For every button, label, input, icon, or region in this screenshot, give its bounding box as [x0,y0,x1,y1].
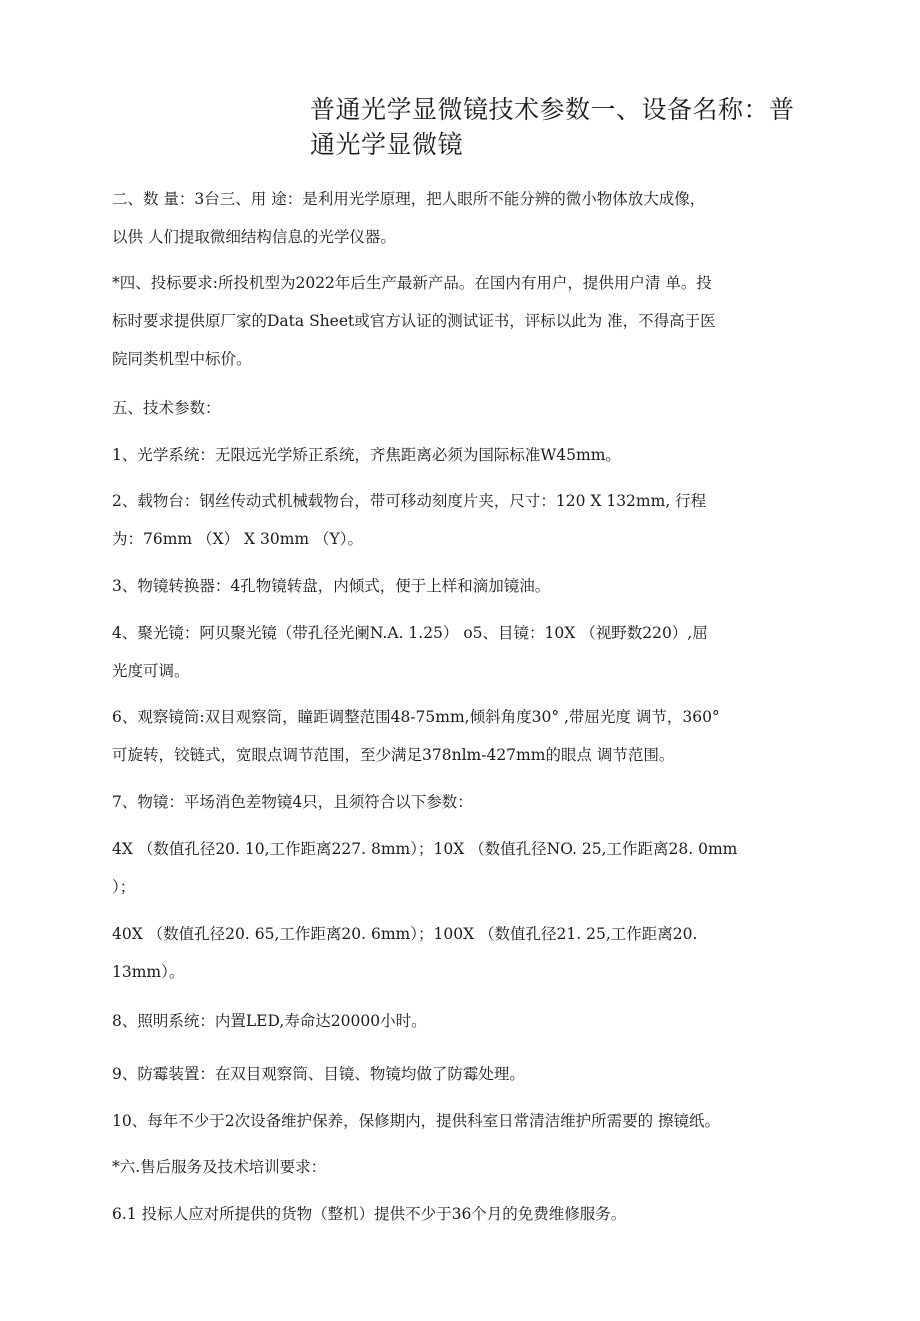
param-maintenance [112,1102,828,1140]
text-line: *六.售后服务及技术培训要求： [112,1158,327,1176]
document-title [310,92,810,162]
param-condenser-eyepiece [112,614,828,690]
param-optical-system [112,436,828,474]
text-line: 7、物镜：平场消色差物镜4只，且须符合以下参数： [112,793,473,811]
param-objectives-4x-10x [112,830,828,906]
param-nosepiece [112,567,828,605]
text-line: 标时要求提供原厂家的Data Sheet或官方认证的测试证书，评标以此为 准，不得高于医 [112,312,716,330]
text-line: 10、每年不少于2次设备维护保养，保修期内，提供科室日常清洁维护所需要的 擦镜纸。 [112,1112,721,1130]
text-line: 二、数 量：3台三、用 途：是利用光学原理，把人眼所不能分辨的微小物体放大成像， [112,190,706,208]
text-line: ）； [112,878,136,896]
section-heading-tech-params [112,389,828,427]
text-line: 9、防霉装置：在双目观察筒、目镜、物镜均做了防霉处理。 [112,1065,525,1083]
param-objectives-40x-100x [112,915,828,991]
text-line: 2、载物台：钢丝传动式机械载物台，带可移动刻度片夹，尺寸：120 X 132mm, 行程 [112,492,707,510]
text-line: 8、照明系统：内置LED,寿命达20000小时。 [112,1012,427,1030]
param-objectives [112,783,828,821]
text-line: 1、光学系统：无限远光学矫正系统，齐焦距离必须为国际标准W45mm。 [112,446,621,464]
text-line: 4X （数值孔径20. 10,工作距离227. 8mm）；10X （数值孔径NO. 25,工作距离28. 0mm [112,840,738,858]
text-line: *四、投标要求:所投机型为2022年后生产最新产品。在国内有用户，提供用户清 单。投 [112,274,712,292]
param-stage [112,482,828,558]
text-line: 五、技术参数： [112,399,221,417]
text-line: 40X （数值孔径20. 65,工作距离20. 6mm）；100X （数值孔径21. 25,工作距离20. [112,925,698,943]
text-line: 13mm）。 [112,963,185,981]
param-antifungal [112,1055,828,1093]
after-sales-warranty [112,1195,828,1233]
text-line: 光度可调。 [112,662,190,680]
text-line: 以供 人们提取微细结构信息的光学仪器。 [112,228,396,246]
text-line: 为：76mm （X） X 30mm （Y）。 [112,530,363,548]
param-illumination [112,1002,828,1040]
text-line: 院同类机型中标价。 [112,350,252,368]
section-heading-after-sales [112,1148,828,1186]
title-line: 普通光学显微镜技术参数一、设备名称：普 [310,95,795,124]
text-line: 3、物镜转换器：4孔物镜转盘，内倾式，便于上样和滴加镜油。 [112,577,551,595]
text-line: 可旋转，铰链式，宽眼点调节范围，至少满足378nlm-427mm的眼点 调节范围。 [112,746,675,764]
paragraph-bid-requirements [112,264,828,378]
text-line: 6、观察镜筒:双目观察筒，瞳距调整范围48-75mm,倾斜角度30° ,带屈光度 调节，360° [112,708,720,726]
text-line: 4、聚光镜：阿贝聚光镜（带孔径光阑N.A. 1.25） o5、目镜：10X （视野数220）,屈 [112,624,708,642]
title-line: 通光学显微镜 [310,130,464,159]
text-line: 6.1 投标人应对所提供的货物（整机）提供不少于36个月的免费维修服务。 [112,1205,627,1223]
paragraph-quantity-purpose [112,180,828,256]
param-viewing-tube [112,698,828,774]
